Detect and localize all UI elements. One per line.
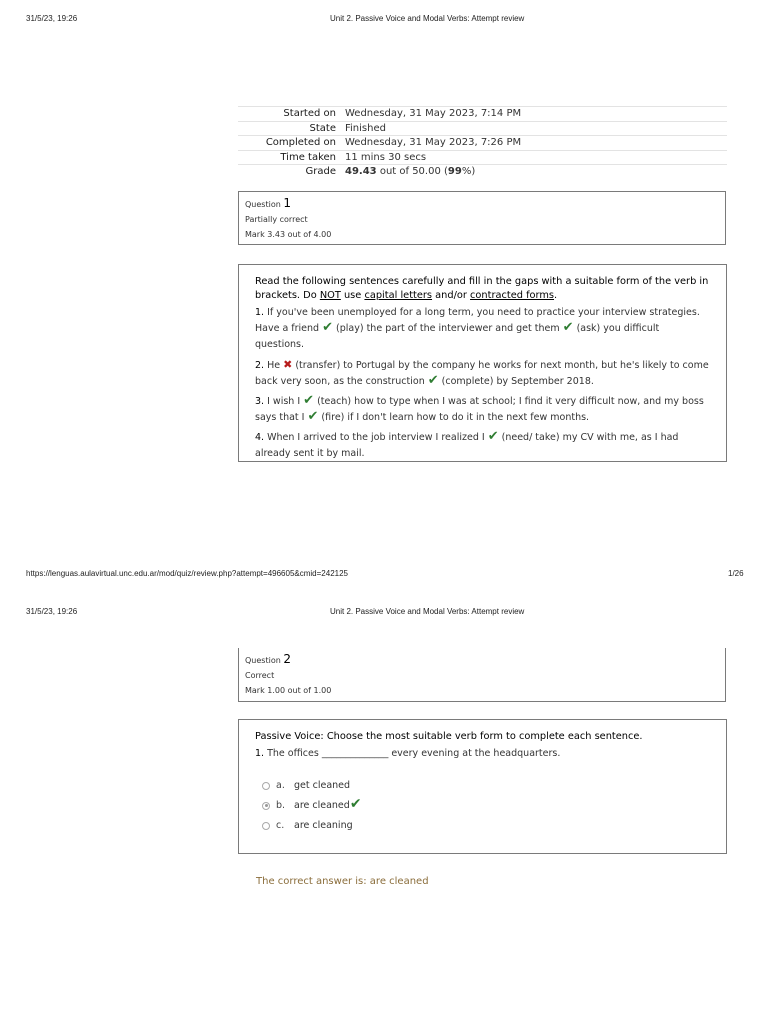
summary-label: Started on	[238, 107, 345, 122]
sentence-text: He	[264, 360, 284, 371]
question-1-state: Partially correct	[245, 214, 308, 224]
check-icon: ✔	[307, 409, 319, 424]
question-1-mark: Mark 3.43 out of 4.00	[245, 230, 332, 239]
option-text: are cleaned	[294, 800, 350, 811]
summary-value: Wednesday, 31 May 2023, 7:26 PM	[345, 136, 727, 151]
check-icon: ✔	[349, 796, 362, 812]
summary-label: Completed on	[238, 136, 345, 151]
print-page-number: 1/26	[728, 569, 744, 578]
grade-row	[238, 165, 727, 179]
option-letter: c.	[276, 820, 285, 831]
instruction-capital-letters: capital letters	[364, 290, 433, 301]
question-number: 1	[283, 196, 291, 210]
question-label: Question	[245, 656, 284, 665]
sentence-number: 3.	[255, 396, 265, 407]
question-2-state: Correct	[245, 670, 275, 680]
sentence-number: 4.	[255, 432, 265, 443]
gap-sentence-3	[255, 394, 710, 426]
sentence-number: 1.	[255, 748, 265, 759]
summary-value: 11 mins 30 secs	[345, 150, 727, 165]
option-letter: a.	[276, 780, 285, 791]
question-2-mark: Mark 1.00 out of 1.00	[245, 686, 332, 695]
question-2-info	[238, 648, 726, 702]
summary-label: Time taken	[238, 150, 345, 165]
instruction-not: NOT	[319, 290, 341, 301]
summary-row	[238, 121, 727, 136]
summary-value: Wednesday, 31 May 2023, 7:14 PM	[345, 107, 727, 122]
grade-score: 49.43	[345, 166, 377, 177]
instruction-text: Read the following sentences carefully and fill in the gaps with a suitable form of the verb in brackets. Do	[255, 276, 709, 301]
instruction-text: use	[340, 290, 365, 301]
answer-options	[255, 776, 710, 836]
radio-button[interactable]	[262, 782, 270, 790]
print-url: https://lenguas.aulavirtual.unc.edu.ar/mod/quiz/review.php?attempt=496605&cmid=242125	[26, 569, 348, 578]
instruction-contracted-forms: contracted forms	[470, 290, 555, 301]
question-2-instructions: Passive Voice: Choose the most suitable verb form to complete each sentence.	[255, 731, 643, 742]
question-label: Question	[245, 200, 284, 209]
question-1-text	[238, 264, 727, 462]
summary-row	[238, 107, 727, 122]
instruction-text: and/or	[432, 290, 471, 301]
gap-sentence-2	[255, 357, 710, 390]
grade-label: Grade	[238, 165, 345, 179]
check-icon: ✔	[303, 393, 315, 408]
question-1-info	[238, 191, 726, 245]
summary-label: State	[238, 121, 345, 136]
print-title: Unit 2. Passive Voice and Modal Verbs: Attempt review	[330, 607, 525, 616]
sentence-text: If you've been unemployed for a long term, you need to practice your interview strategies. Have a friend	[255, 307, 700, 334]
check-icon: ✔	[427, 373, 439, 388]
instruction-text: .	[554, 290, 558, 301]
sentence-text: When I arrived to the job interview I realized I	[264, 432, 488, 443]
grade-close: %)	[461, 166, 476, 177]
sentence-text: The offices ______________ every evening at the headquarters.	[264, 748, 561, 759]
question-1-heading	[245, 196, 719, 212]
question-2-text	[238, 719, 727, 854]
print-date: 31/5/23, 19:26	[26, 607, 78, 616]
question-2-sentence	[255, 746, 710, 762]
option-c[interactable]	[255, 816, 710, 836]
check-icon: ✔	[487, 429, 499, 444]
attempt-summary-table	[238, 106, 727, 179]
grade-value	[345, 165, 727, 179]
cross-icon: ✖	[283, 358, 293, 371]
question-number: 2	[283, 652, 291, 666]
question-1-instructions	[255, 275, 710, 303]
sentence-text: (fire) if I don't learn how to do it in the next few months.	[318, 412, 590, 423]
summary-value: Finished	[345, 121, 727, 136]
sentence-text: I wish I	[264, 396, 304, 407]
correct-answer-feedback: The correct answer is: are cleaned	[256, 876, 429, 887]
question-2-heading	[245, 652, 719, 668]
check-icon: ✔	[322, 320, 334, 335]
radio-button[interactable]	[262, 822, 270, 830]
option-letter: b.	[276, 800, 286, 811]
option-text: are cleaning	[294, 820, 353, 831]
sentence-text: (teach) how to type when I was at school; I find it very difficult now, and my boss says that I	[255, 396, 704, 423]
sentence-text: (play) the part of the interviewer and get them	[333, 323, 563, 334]
sentence-text: (need/ take) my CV with me, as I had already sent it by mail.	[255, 432, 679, 459]
option-a[interactable]	[255, 776, 710, 796]
option-b[interactable]	[255, 796, 710, 816]
option-text: get cleaned	[294, 780, 351, 791]
sentence-number: 2.	[255, 360, 265, 371]
grade-percent: 99	[447, 166, 462, 177]
sentence-number: 1.	[255, 307, 265, 318]
print-date: 31/5/23, 19:26	[26, 14, 78, 23]
radio-button-selected[interactable]	[262, 802, 270, 810]
gap-sentence-1	[255, 305, 710, 353]
sentence-text: (complete) by September 2018.	[438, 376, 594, 387]
summary-row	[238, 150, 727, 165]
sentence-text: (transfer) to Portugal by the company he works for next month, but he's likely to come back very soon, as the construction	[255, 360, 709, 387]
grade-out-of: out of 50.00 (	[376, 166, 448, 177]
print-title: Unit 2. Passive Voice and Modal Verbs: Attempt review	[330, 14, 525, 23]
check-icon: ✔	[562, 320, 574, 335]
gap-sentence-4	[255, 430, 710, 462]
sentence-text: (ask) you difficult questions.	[255, 323, 660, 350]
summary-row	[238, 136, 727, 151]
